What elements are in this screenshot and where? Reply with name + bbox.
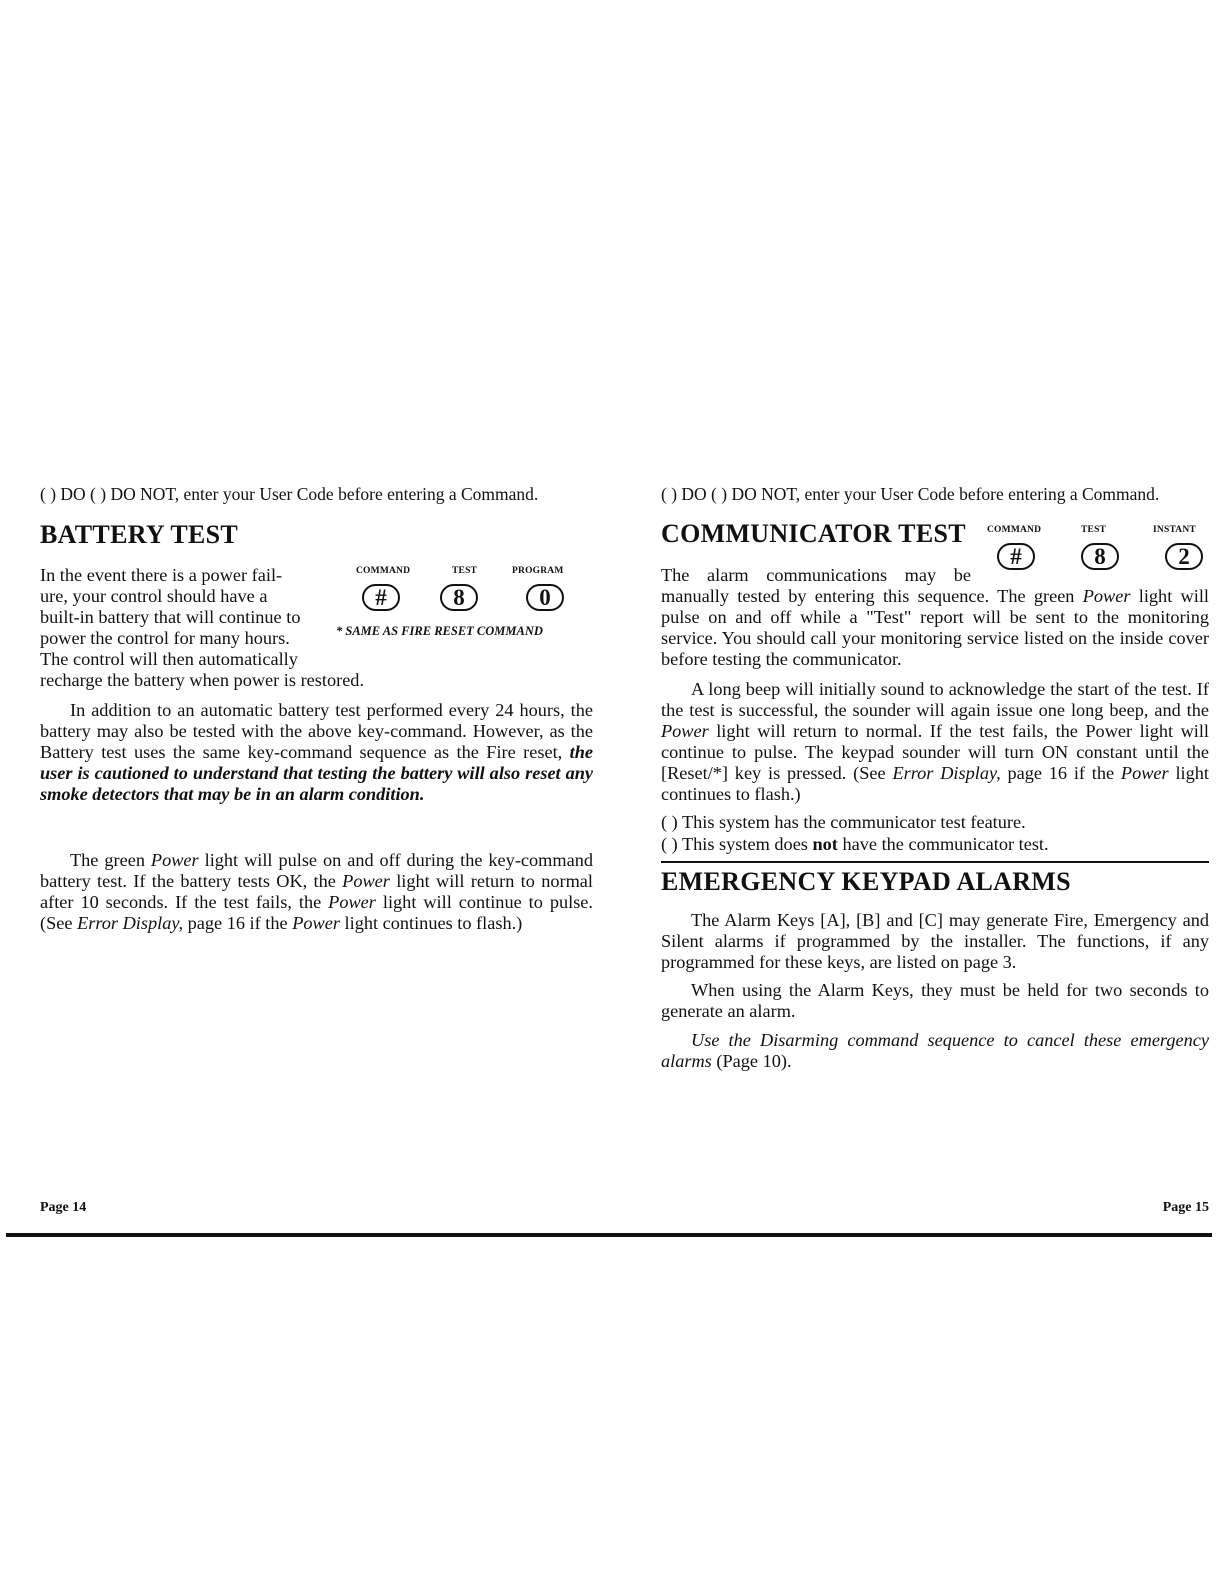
option-no-communicator-test: ( ) This system does not have the communicator test. [661,834,1049,854]
key-label-instant: INSTANT [1153,525,1196,535]
section-title-battery-test: BATTERY TEST [40,520,239,549]
key-8-icon: 8 [440,584,478,611]
power-term: Power [328,892,376,912]
communicator-paragraph: manually tested by entering this sequence. The green Power light will pulse on and off while a "Test" report will be sent to the monitoring service. You should call your monitoring service listed on the inside cover before testing the communicator. [661,586,1209,669]
user-code-instruction [40,484,538,505]
power-term: Power [1120,763,1169,783]
key-label-command: COMMAND [987,525,1042,535]
key-label-test: TEST [452,566,478,576]
error-display-reference: Error Display, [892,763,1001,783]
bottom-rule [6,1233,1212,1237]
battery-test-paragraph [40,700,593,805]
user-code-instruction [661,484,1159,505]
not-emphasis: not [812,834,838,854]
section-title-emergency-keypad-alarms: EMERGENCY KEYPAD ALARMS [661,867,1071,896]
do-do-not-options: ( ) DO ( ) DO NOT, [40,484,180,504]
intro-line: recharge the battery when power is restored. [40,670,365,690]
hash-key-icon: # [362,584,400,611]
power-light-paragraph: The green Power light will pulse on and off during the key-command battery test. If the battery tests OK, the Power light will return to normal after 10 seconds. If the test fails, the Power light will continue to pulse. (See Error Display, page 16 if the Power light continues to flash.) [40,850,593,933]
power-term: Power [342,871,390,891]
disarm-instruction: Use the Disarming command sequence to cancel these emergency alarms [661,1030,1209,1071]
power-term: Power [292,913,340,933]
key-0-icon: 0 [526,584,564,611]
page-number-right: Page 15 [1162,1200,1209,1215]
intro-line: power the control for many hours. [40,628,290,648]
intro-line: In the event there is a power fail- [40,565,283,585]
key-label-command: COMMAND [356,566,411,576]
battery-intro [40,565,593,691]
header-instruction-text: enter your User Code before entering a Command. [804,484,1160,504]
page-number-left: Page 14 [40,1200,87,1215]
header-instruction-text: enter your User Code before entering a Command. [183,484,539,504]
power-term: Power [150,850,199,870]
long-beep-paragraph: A long beep will initially sound to acknowledge the start of the test. If the test is successful, the sounder will again issue one long beep, and the Power light will return to normal. If the test fails, the Power light will continue to pulse. The keypad sounder will turn ON constant until the [Reset/*] key is pressed. (See Error Display, page 16 if the Power light continues to flash.) [661,679,1210,804]
disarm-paragraph: Use the Disarming command sequence to cancel these emergency alarms (Page 10). [661,1030,1209,1071]
do-do-not-options: ( ) DO ( ) DO NOT, [661,484,801,504]
key-label-program: PROGRAM [512,566,564,576]
option-has-communicator-test: ( ) This system has the communicator test feature. [661,812,1026,832]
intro-line: built-in battery that will continue to [40,607,301,627]
communicator-first-line [661,565,971,586]
error-display-reference: Error Display, [77,913,184,933]
hold-keys-paragraph: When using the Alarm Keys, they must be held for two seconds to generate an alarm. [661,980,1209,1021]
alarm-keys-paragraph: The Alarm Keys [A], [B] and [C] may generate Fire, Emergency and Silent alarms if programmed by the installer. The functions, if any programmed for these keys, are listed on page 3. [661,910,1209,972]
intro-line: The control will then automatically [40,649,298,669]
section-divider [661,861,1209,863]
power-term: Power [1082,586,1131,606]
key-2-icon: 2 [1165,543,1203,570]
key-label-test: TEST [1081,525,1107,535]
communicator-first-line-text: The alarm communications may be [661,565,971,585]
power-term: Power [661,721,709,741]
section-title-communicator-test: COMMUNICATOR TEST [661,519,966,548]
key-8-icon: 8 [1081,543,1119,570]
fire-reset-note-text: SAME AS FIRE RESET COMMAND [345,624,543,638]
battery-test-text: In addition to an automatic battery test performed every 24 hours, the battery may also be tested with the above key-command. However, as the Battery test uses the same key-command sequence as the Fire reset, [40,700,593,762]
fire-reset-note: * SAME AS FIRE RESET COMMAND [336,624,543,638]
intro-line: ure, your control should have a [40,586,268,606]
smoke-detector-warning: the user is cautioned to understand that testing the battery will also reset any smoke detectors that may be in an alarm condition. [40,742,593,804]
hash-key-icon: # [997,543,1035,570]
